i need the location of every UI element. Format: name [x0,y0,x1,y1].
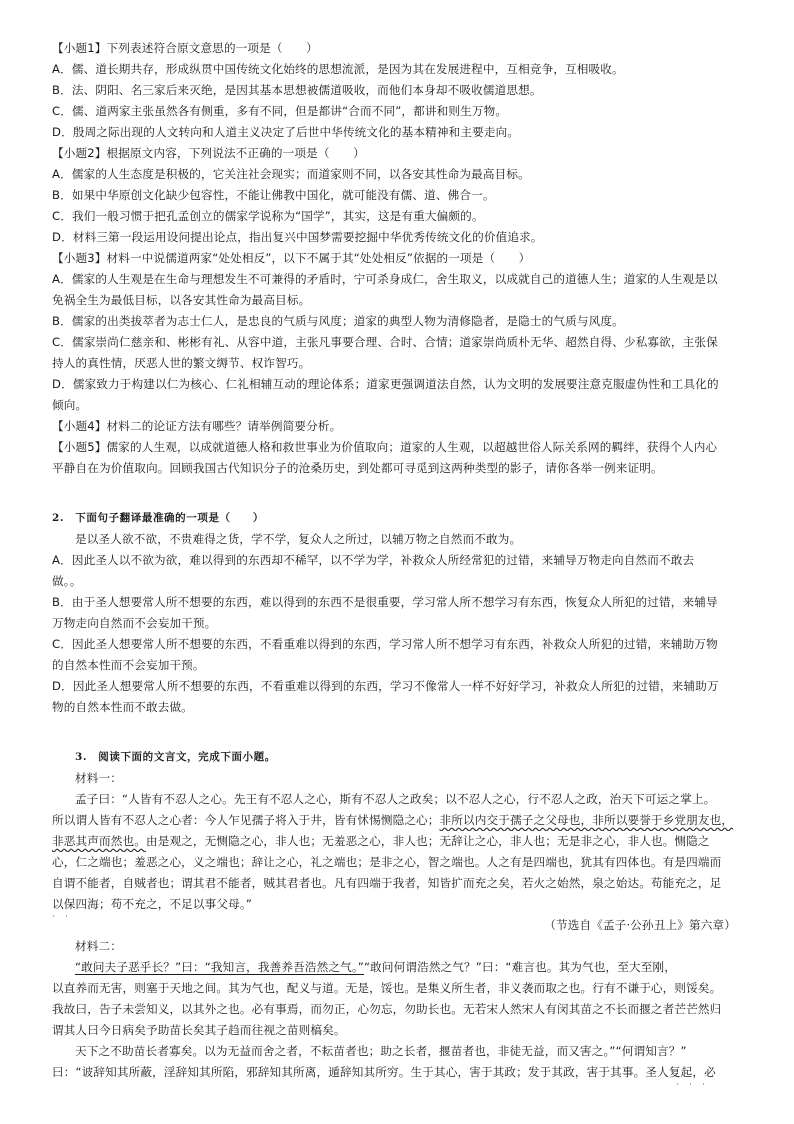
material-1-line-5: 自谓不能者，自贼者也；谓其君不能者，贼其君者也。凡有四端于我者，知皆扩而充之矣，若火之始然，泉之始达。苟能充之，足 [52,876,722,890]
emphasis-dots: · · [52,912,72,921]
material-1-wavy-underlined-text-cont: 非恶其声而然也。 [52,834,146,848]
material-1-line-3-plain: 由是观之，无恻隐之心，非人也；无羞恶之心，非人也；无辞让之心，非人也；无是非之心，非人也。恻隐之 [145,834,710,848]
material-1-line-2-plain: 所以谓人皆有不忍人之心者：今人乍见孺子将入于井，皆有怵惕恻隐之心； [52,813,440,827]
material-2-line-4: 谓其人曰今日病矣予助苗长矣其子趋而往视之苗则槁矣。 [52,1023,346,1037]
question-1-stem: 【小题1】下列表述符合原文意思的一项是（ ） [52,41,318,55]
question-3-option-a-line-1: A．儒家的人生观是在生命与理想发生不可兼得的矛盾时，宁可杀身成仁，舍生取义，以成就自己的道德人生；道家的人生观是以 [52,272,718,286]
material-1-line-2 [52,810,742,831]
question-1-option-a: A．儒、道长期共存，形成纵贯中国传统文化始终的思想流派，是因为其在发展进程中，互相竞争，互相吸收。 [52,62,624,76]
section-2-option-a-line-1: A．因此圣人以不欲为欲，难以得到的东西却不稀罕，以不学为学，补救众人所经常犯的过错，来辅导万物走向自然而不敢去 [52,553,695,567]
material-2-line-5: 天下之不助苗长者寡矣。以为无益而舍之者，不耘苗者也；助之长者，揠苗者也，非徒无益，而又害之。”“何谓知言？” [75,1044,687,1058]
question-1-option-b: B．法、阴阳、名三家后来灭绝，是因其基本思想被儒道吸收，而他们本身却不吸收儒道思想。 [52,83,542,97]
material-2-line-2: 以直养而无害，则塞于天地之间。其为气也，配义与道。无是，馁也。是集义所生者，非义袭而取之也。行有不谦于心，则馁矣。 [52,981,722,995]
question-3-option-b: B．儒家的出类拔萃者为志士仁人，是忠良的气质与风度；道家的典型人物为清修隐者，是隐士的气质与风度。 [52,314,624,328]
material-2-line-1-plain: “敢问何谓浩然之气？”曰：“难言也。其为气也，至大至刚， [363,960,677,974]
question-4-stem: 【小题4】材料二的论证方法有哪些？请举例简要分析。 [52,419,342,433]
question-2-option-a: A．儒家的人生态度是积极的，它关注社会现实；而道家则不同，以各安其性命为最高目标。 [52,167,530,181]
section-2-option-b-line-1: B．由于圣人想要常人所不想要的东西，难以得到的东西不是很重要，学习常人所不想学习有东西，恢复众人所犯的过错，来辅导 [52,595,718,609]
material-2-label: 材料二： [75,939,122,953]
question-1-option-c: C．儒、道两家主张虽然各有侧重，多有不同，但是都讲“合而不同”，都讲和则生万物。 [52,104,508,118]
question-2-stem: 【小题2】根据原文内容，下列说法不正确的一项是（ ） [52,146,365,160]
question-3-option-d-line-1: D．儒家致力于构建以仁为核心、仁礼相辅互动的理论体系；道家更强调道法自然，认为文明的发展要注意克服虚伪性和工具化的 [52,377,719,391]
material-1-label: 材料一： [75,771,122,785]
question-2-option-d: D．材料三第一段运用设问提出论点，指出复兴中国梦需要挖掘中华优秀传统文化的价值追求。 [52,230,543,244]
section-2-option-a-line-2: 做。。 [52,574,82,588]
material-2-line-6: 曰：“诐辞知其所蔽，淫辞知其所陷，邪辞知其所离，遁辞知其所穷。生于其心，害于其政；发于其政，害于其事。圣人复起，必 [52,1065,716,1079]
material-2-underlined-text: “敢问夫子恶乎长？”曰：“我知言，我善养吾浩然之气。” [75,960,364,974]
material-1-source: （节选自《孟子·公孙丑上》第六章） [544,918,736,932]
material-1-wavy-underlined-text: 非所以内交于孺子之父母也，非所以要誉于乡党朋友也， [439,813,734,827]
material-2-line-3: 我故曰，告子未尝知义，以其外之也。必有事焉，而勿正，心勿忘，勿助长也。无若宋人然宋人有闵其苗之不长而揠之者芒芒然归 [52,1002,722,1016]
question-3-option-c-line-2: 持人的真性情，厌恶人世的繁文缛节、权诈智巧。 [52,356,311,370]
material-1-line-3 [52,831,742,852]
section-2-option-d-line-1: D．因此圣人想要常人所不想要的东西，不看重难以得到的东西，学习不像常人一样不好好学习，补救众人所犯的过错，来辅助万 [52,679,719,693]
question-2-option-b: B．如果中华原创文化缺少包容性，不能让佛教中国化，就可能没有儒、道、佛合一。 [52,188,495,202]
section-2-option-c-line-2: 的自然本性而不会妄加干预。 [52,658,205,672]
question-3-option-a-line-2: 免祸全生为最低目标，以各安其性命为最高目标。 [52,293,311,307]
section-2-title: 2. 下面句子翻译最准确的一项是（ ） [52,512,264,524]
question-1-option-d: D．殷周之际出现的人文转向和人道主义决定了后世中华传统文化的基本精神和主要走向。 [52,125,520,139]
section-2-option-c-line-1: C．因此圣人想要常人所不想要的东西，不看重难以得到的东西，学习常人所不想学习有东西，补救众人所犯的过错，来辅助万物 [52,637,718,651]
question-3-option-d-line-2: 倾向。 [52,398,88,412]
emphasis-dots-bottom: · · · [676,1080,709,1089]
section-2-option-d-line-2: 物的自然本性而不敢去做。 [52,700,193,714]
section-3-title: 3. 阅读下面的文言文，完成下面小题。 [75,751,276,763]
question-2-option-c: C．我们一般习惯于把孔孟创立的儒家学说称为“国学”，其实，这是有重大偏颇的。 [52,209,484,223]
material-1-line-4: 心，仁之端也；羞恶之心，义之端也；辞让之心，礼之端也；是非之心，智之端也。人之有是四端也，犹其有四体也。有是四端而 [52,855,722,869]
question-5-line-2: 平静自在为价值取向。回顾我国古代知识分子的沧桑历史，到处都可寻觅到这两种类型的影子，请你各举一例来证明。 [52,461,663,475]
section-2-original-sentence: 是以圣人欲不欲，不贵难得之货，学不学，复众人之所过，以辅万物之自然而不敢为。 [75,532,522,546]
question-3-stem: 【小题3】材料一中说儒道两家“处处相反”，以下不属于其“处处相反”依据的一项是（ ） [52,251,531,265]
material-1-line-6: 以保四海；苟不充之，不足以事父母。” [52,897,253,911]
question-3-option-c-line-1: C．儒家崇尚仁慈亲和、彬彬有礼、从容中道，主张凡事要合理、合时、合情；道家崇尚质朴无华、超然自得、少私寡欲，主张保 [52,335,718,349]
material-2-line-1 [75,957,742,978]
material-1-line-1: 孟子曰：“人皆有不忍人之心。先王有不忍人之心，斯有不忍人之政矣；以不忍人之心，行不忍人之政，治天下可运之掌上。 [75,792,716,806]
question-5-line-1: 【小题5】儒家的人生观，以成就道德人格和救世事业为价值取向；道家的人生观，以超越世俗人际关系网的羁绊，获得个人内心 [52,440,718,454]
section-2-option-b-line-2: 万物走向自然而不会妄加干预。 [52,616,217,630]
